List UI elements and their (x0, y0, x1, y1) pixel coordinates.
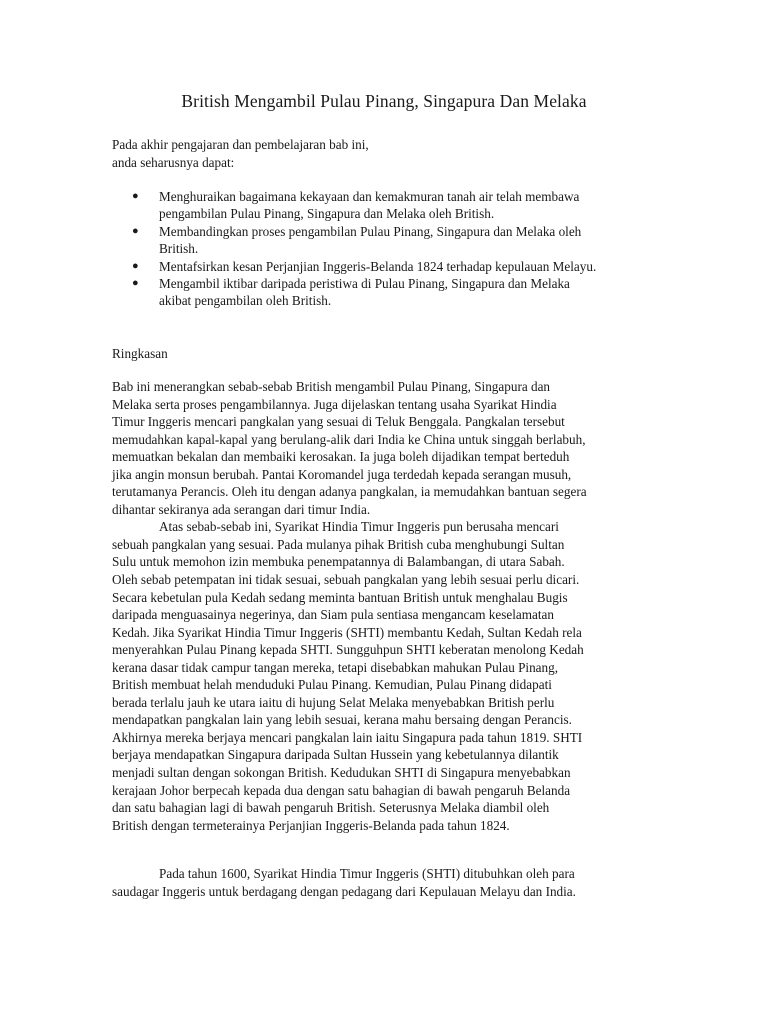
body-line: Oleh sebab petempatan ini tidak sesuai, sebuah pangkalan yang lebih sesuai perlu dicari. (112, 572, 580, 588)
intro-line: anda seharusnya dapat: (112, 154, 235, 170)
body-line: kerana dasar tidak campur tangan mereka, tetapi disebabkan mahukan Pulau Pinang, (112, 659, 559, 675)
objectives-list (112, 188, 672, 310)
section-heading: Ringkasan (112, 346, 168, 361)
body-line: jika angin monsun berubah. Pantai Koromandel juga terdedah kepada serangan musuh, (112, 466, 572, 482)
body-line: Timur Inggeris mencari pangkalan yang sesuai di Teluk Benggala. Pangkalan tersebut (112, 414, 565, 430)
body-line: kerajaan Johor berpecah kepada dua dengan satu bahagian di bawah pengaruh Belanda (112, 782, 571, 798)
bullet-icon: ● (132, 277, 139, 290)
objective-line: British. (159, 241, 199, 257)
body-line: dan satu bahagian lagi di bawah pengaruh British. Seterusnya Melaka diambil oleh (112, 800, 550, 816)
body-line: Kedah. Jika Syarikat Hindia Timur Inggeris (SHTI) membantu Kedah, Sultan Kedah rela (112, 624, 582, 640)
objective-line: akibat pengambilan oleh British. (159, 293, 332, 309)
page-title: British Mengambil Pulau Pinang, Singapura Dan Melaka (181, 91, 587, 111)
bullet-icon: ● (132, 224, 139, 237)
bullet-icon: ● (132, 190, 139, 202)
objective-item (112, 258, 672, 275)
objective-line: Membandingkan proses pengambilan Pulau Pinang, Singapura dan Melaka oleh (159, 223, 582, 239)
body-line: menyerahkan Pulau Pinang kepada SHTI. Sungguhpun SHTI keberatan menolong Kedah (112, 642, 584, 658)
body-line: daripada menguasainya negerinya, dan Siam pula sentiasa mengancam keselamatan (112, 607, 554, 623)
objective-item (112, 223, 672, 258)
body-line: berjaya mendapatkan Singapura daripada Sultan Hussein yang kebetulannya dilantik (112, 747, 559, 763)
closing-paragraph (112, 865, 672, 901)
body-line: British dengan termeterainya Perjanjian Inggeris-Belanda pada tahun 1824. (112, 817, 510, 833)
summary-body (112, 378, 664, 834)
body-line: Melaka serta proses pengambilannya. Juga dijelaskan tentang usaha Syarikat Hindia (112, 396, 557, 412)
bullet-icon: ● (132, 259, 139, 272)
objective-line: pengambilan Pulau Pinang, Singapura dan Melaka oleh British. (159, 206, 495, 222)
body-line: Sulu untuk memohon izin membuka penempatannya di Balambangan, di utara Sabah. (112, 554, 565, 570)
body-line: Pada tahun 1600, Syarikat Hindia Timur Inggeris (SHTI) ditubuhkan oleh para (159, 866, 575, 881)
body-line: memudahkan kapal-kapal yang berulang-alik dari India ke China untuk singgah berlabuh, (112, 431, 586, 447)
intro-text (112, 136, 369, 171)
body-line: British membuat helah menduduki Pulau Pinang. Kemudian, Pulau Pinang didapati (112, 677, 552, 693)
objective-line: Menghuraikan bagaimana kekayaan dan kemakmuran tanah air telah membawa (159, 189, 580, 204)
body-line: dihantar sekiranya ada serangan dari timur India. (112, 501, 371, 517)
body-line: memuatkan bekalan dan membaiki kerosakan. Ia juga boleh dijadikan tempat berteduh (112, 449, 570, 465)
objective-item (112, 275, 672, 310)
body-line: saudagar Inggeris untuk berdagang dengan pedagang dari Kepulauan Melayu dan India. (112, 883, 576, 899)
body-line: berada terlalu jauh ke utara iaitu di hujung Selat Melaka menyebabkan British perlu (112, 694, 555, 710)
objective-line: Mengambil iktibar daripada peristiwa di Pulau Pinang, Singapura dan Melaka (159, 276, 570, 292)
objective-item (112, 188, 672, 223)
body-line: menjadi sultan dengan sokongan British. Kedudukan SHTI di Singapura menyebabkan (112, 765, 571, 781)
body-line: Akhirnya mereka berjaya mencari pangkalan lain iaitu Singapura pada tahun 1819. SHTI (112, 729, 583, 745)
objective-line: Mentafsirkan kesan Perjanjian Inggeris-Belanda 1824 terhadap kepulauan Melayu. (159, 258, 597, 274)
body-line: sebuah pangkalan yang sesuai. Pada mulanya pihak British cuba menghubungi Sultan (112, 536, 565, 552)
body-line: terutamanya Perancis. Oleh itu dengan adanya pangkalan, ia memudahkan bantuan segera (112, 484, 587, 500)
body-line: Secara kebetulan pula Kedah sedang meminta bantuan British untuk menghalau Bugis (112, 589, 568, 605)
intro-line: Pada akhir pengajaran dan pembelajaran bab ini, (112, 137, 369, 152)
body-line: Atas sebab-sebab ini, Syarikat Hindia Timur Inggeris pun berusaha mencari (159, 519, 559, 535)
body-line: Bab ini menerangkan sebab-sebab British mengambil Pulau Pinang, Singapura dan (112, 379, 551, 394)
body-line: mendapatkan pangkalan lain yang lebih sesuai, kerana mahu bersaing dengan Perancis. (112, 712, 572, 728)
